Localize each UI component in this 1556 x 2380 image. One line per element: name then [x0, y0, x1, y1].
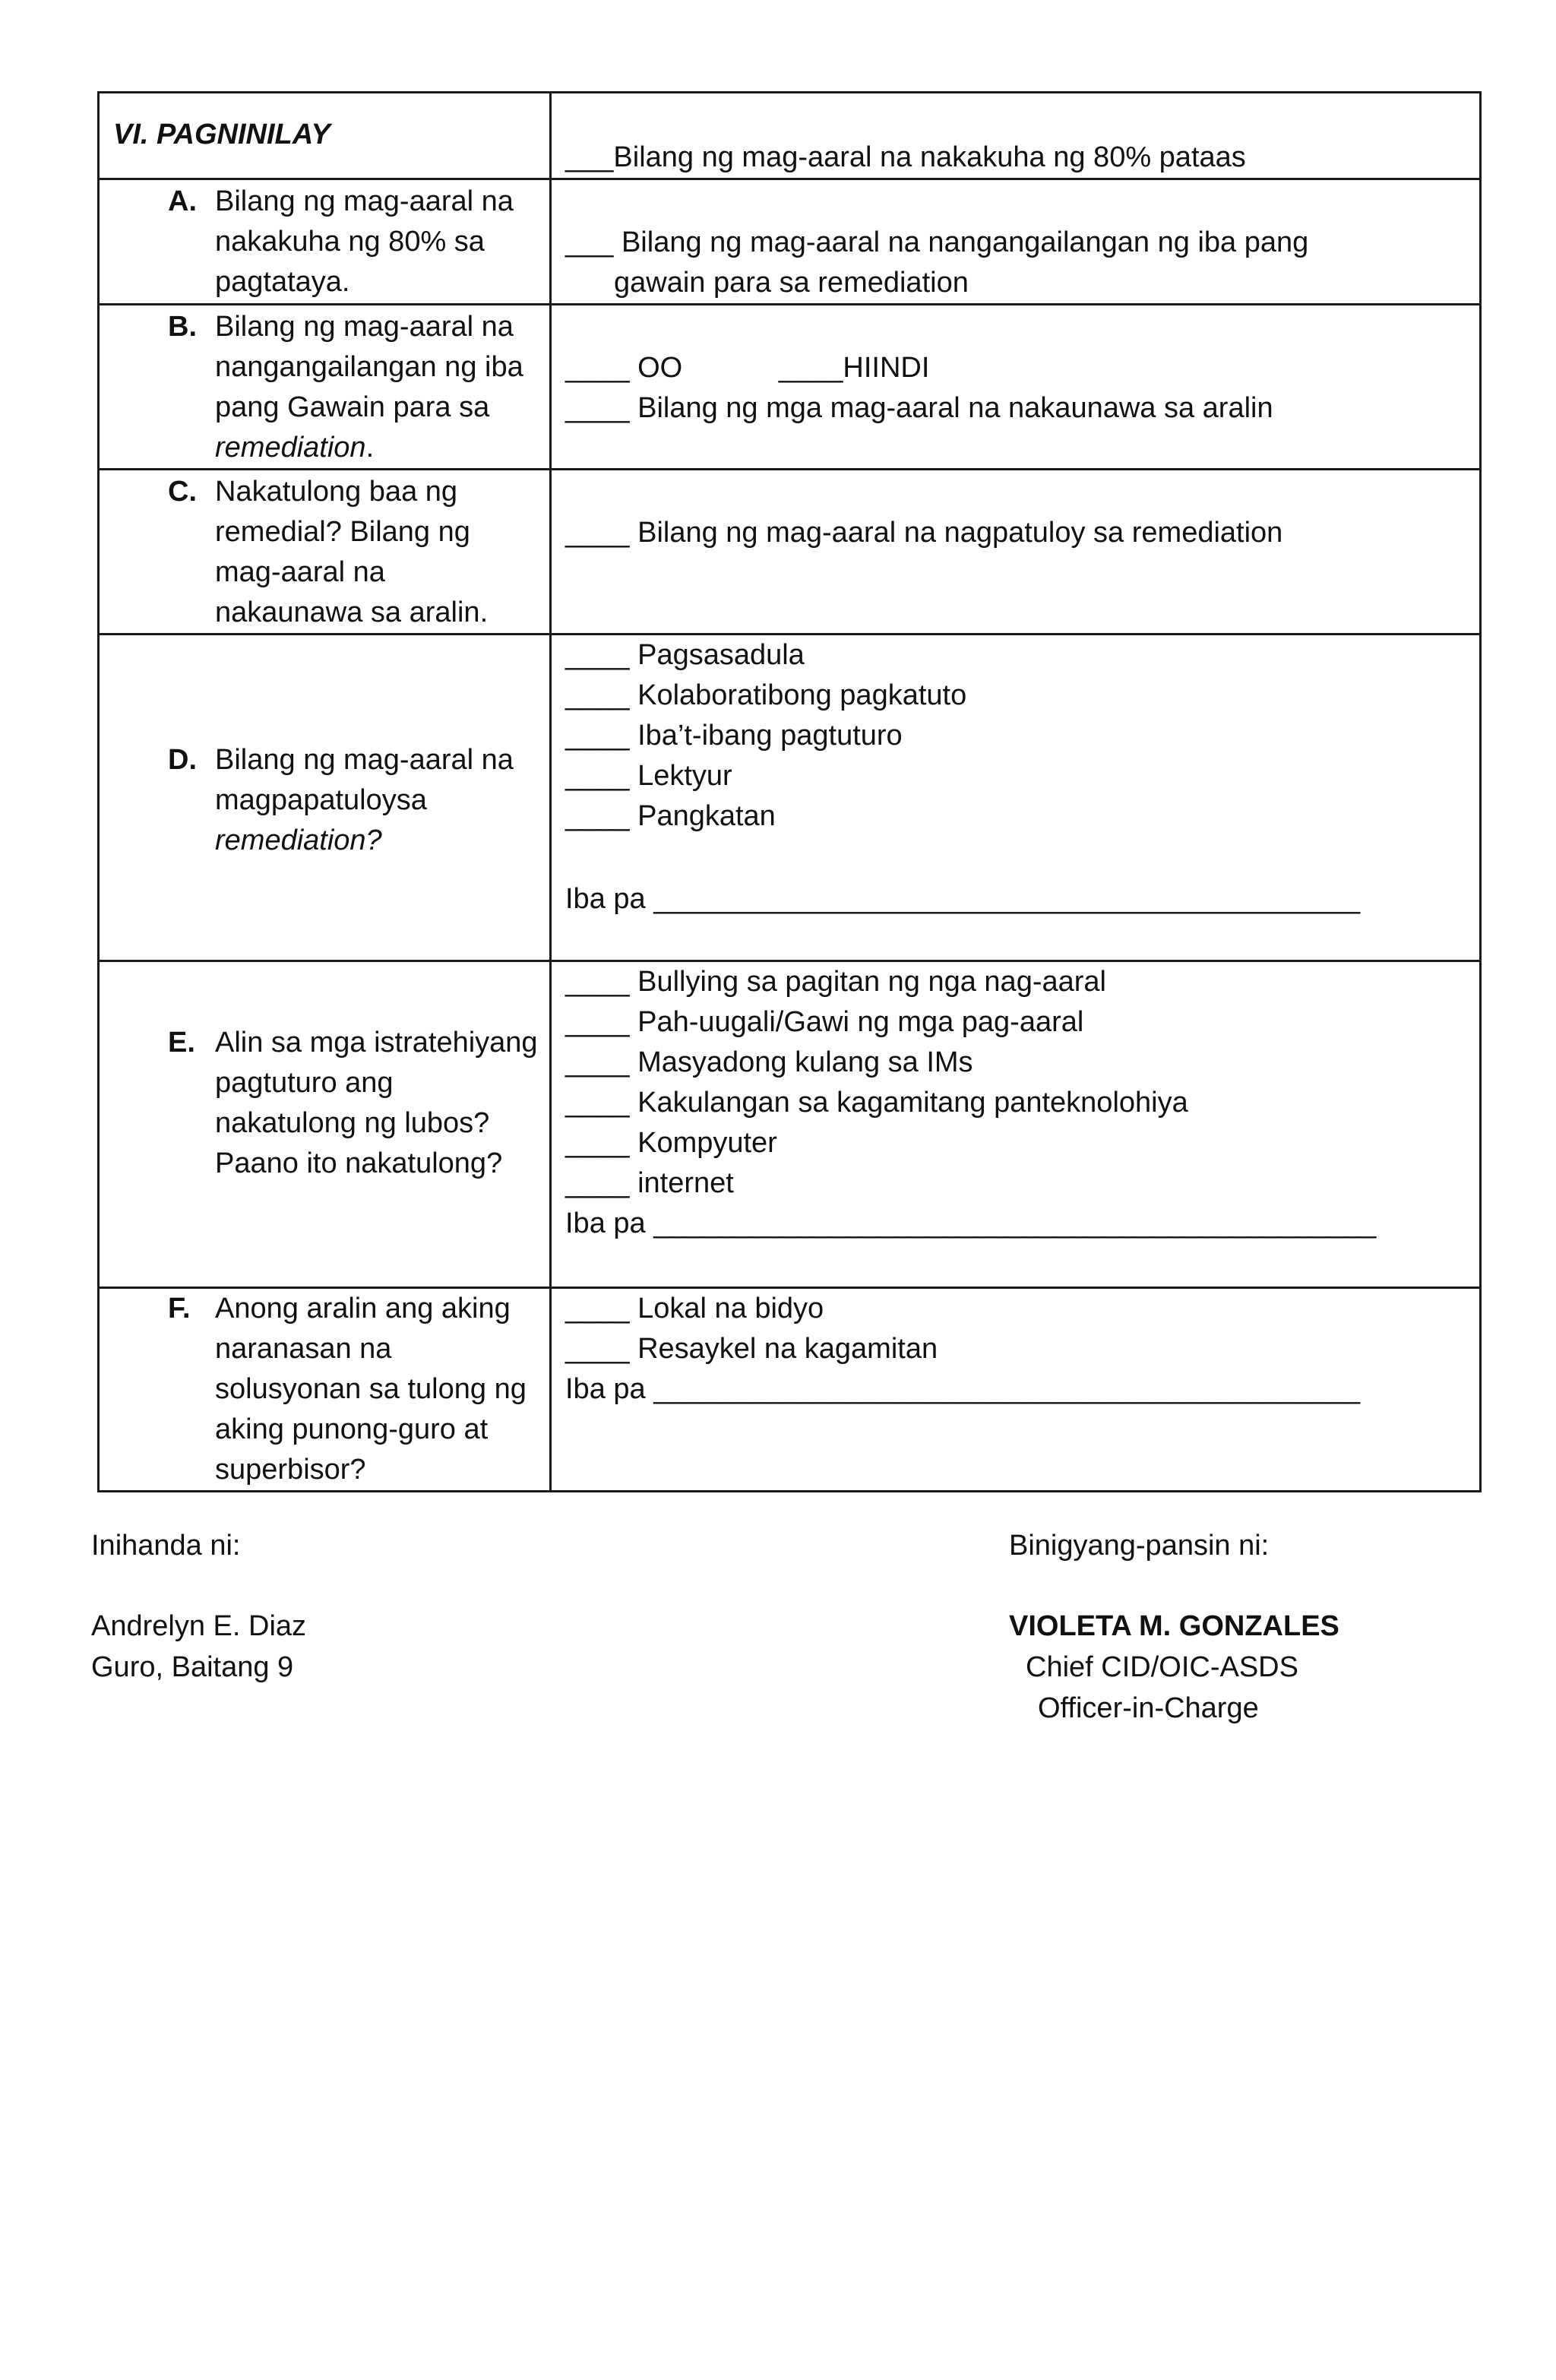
row-question: Bilang ng mag-aaral na nakakuha ng 80% sa pagtataya. [215, 185, 514, 298]
answer-line: ____ Pagsasadula [565, 639, 805, 671]
answer-line: ____ Masyadong kulang sa IMs [565, 1046, 973, 1078]
answer-line: ___ Bilang ng mag-aaral na nangangailangan ng iba pang [565, 226, 1309, 258]
prepared-by-label: Inihanda ni: [91, 1530, 241, 1562]
answer-line: ____ Bilang ng mga mag-aaral na nakaunawa sa aralin [565, 392, 1273, 424]
answer-line: ____ Kakulangan sa kagamitang panteknolohiya [565, 1087, 1188, 1119]
answer-line-continued: gawain para sa remediation [614, 267, 969, 299]
other-answer-line: Iba pa _____________________________________________ [565, 1207, 1377, 1239]
answer-line: ____ Pah-uugali/Gawi ng mga pag-aaral [565, 1006, 1084, 1038]
answer-line: ____ Lektyur [565, 760, 732, 792]
row-letter: F. [168, 1293, 191, 1325]
noted-by-role: Officer-in-Charge [1038, 1692, 1259, 1724]
row-question: Anong aralin ang aking naranasan na solusyonan sa tulong ng aking punong-guro at superbisor? [215, 1293, 527, 1486]
table-header-row [99, 93, 1481, 179]
table-row-a [99, 179, 1481, 305]
table-row-b [99, 305, 1481, 470]
table-row-f [99, 1288, 1481, 1492]
table-row-c [99, 470, 1481, 635]
answer-line: ____ Iba’t-ibang pagtuturo [565, 720, 903, 752]
answer-line: ____ Lokal na bidyo [565, 1293, 824, 1325]
noted-by-title: Chief CID/OIC-ASDS [1026, 1651, 1298, 1683]
prepared-by-title: Guro, Baitang 9 [91, 1651, 294, 1683]
answer-line: ____ internet [565, 1167, 734, 1199]
prepared-by-name: Andrelyn E. Diaz [91, 1610, 307, 1642]
first-answer-cell [551, 93, 1481, 179]
answer-line: ____ Kolaboratibong pagkatuto [565, 679, 967, 711]
section-title: VI. PAGNINILAY [113, 119, 330, 150]
answer-line: ____ Bilang ng mag-aaral na nagpatuloy sa remediation [565, 517, 1283, 549]
row-letter: C. [168, 476, 197, 508]
row-question: Bilang ng mag-aaral na magpapatuloysa remediation? [215, 744, 514, 856]
answer-line: ____ Kompyuter [565, 1127, 777, 1159]
answer-line: ____ Pangkatan [565, 800, 776, 832]
table-row-e [99, 961, 1481, 1288]
table-row-d [99, 635, 1481, 961]
first-answer-line: ___Bilang ng mag-aaral na nakakuha ng 80% pataas [565, 141, 1246, 173]
other-answer-line: Iba pa ____________________________________________ [565, 1373, 1361, 1405]
section-title-cell [99, 93, 551, 179]
answer-line: ____ Resaykel na kagamitan [565, 1333, 938, 1365]
answer-line: ____ Bullying sa pagitan ng nga nag-aaral [565, 966, 1106, 998]
row-question: Bilang ng mag-aaral na nangangailangan ng iba pang Gawain para sa remediation. [215, 311, 523, 464]
other-answer-line: Iba pa ____________________________________________ [565, 883, 1361, 915]
noted-by-label: Binigyang-pansin ni: [1009, 1530, 1270, 1562]
row-letter: D. [168, 744, 197, 776]
noted-by-name: VIOLETA M. GONZALES [1009, 1610, 1339, 1642]
answer-line: ____ OO ____HIINDI [565, 352, 930, 384]
row-question: Alin sa mga istratehiyang pagtuturo ang nakatulong ng lubos? Paano ito nakatulong? [215, 1027, 538, 1179]
row-letter: A. [168, 185, 197, 217]
row-letter: E. [168, 1027, 195, 1059]
reflection-table [97, 91, 1482, 1492]
row-question: Nakatulong baa ng remedial? Bilang ng mag-aaral na nakaunawa sa aralin. [215, 476, 489, 628]
row-letter: B. [168, 311, 197, 343]
